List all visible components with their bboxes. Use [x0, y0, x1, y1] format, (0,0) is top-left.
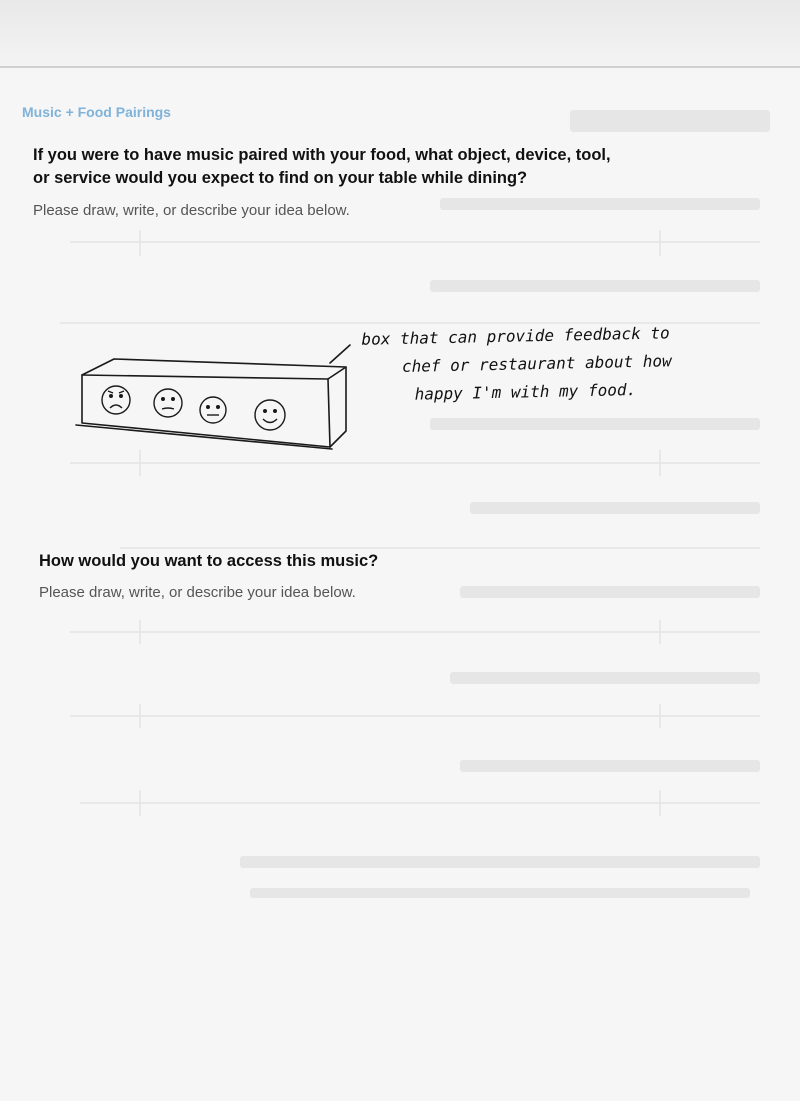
question-2-line-1: How would you want to access this music?: [39, 552, 379, 570]
section-title: Music + Food Pairings: [22, 104, 171, 120]
handwritten-line: chef or restaurant about how: [401, 351, 672, 376]
question-1-line-2: or service would you expect to find on your table while dining?: [33, 169, 528, 187]
question-1-line-1: If you were to have music paired with your food, what object, device, tool,: [33, 146, 611, 164]
question-2-prompt: Please draw, write, or describe your idea below.: [39, 584, 356, 601]
happy-face-icon: [255, 400, 285, 430]
neutral-face-icon: [154, 389, 182, 417]
neutral-face-icon: [200, 397, 226, 423]
feedback-box-sketch: [60, 335, 360, 465]
handwritten-answer: [361, 318, 723, 410]
question-1-prompt: Please draw, write, or describe your idea below.: [33, 202, 350, 219]
handwritten-line: box that can provide feedback to: [361, 323, 670, 349]
handwritten-line: happy I'm with my food.: [414, 380, 637, 404]
sad-face-icon: [102, 386, 130, 414]
